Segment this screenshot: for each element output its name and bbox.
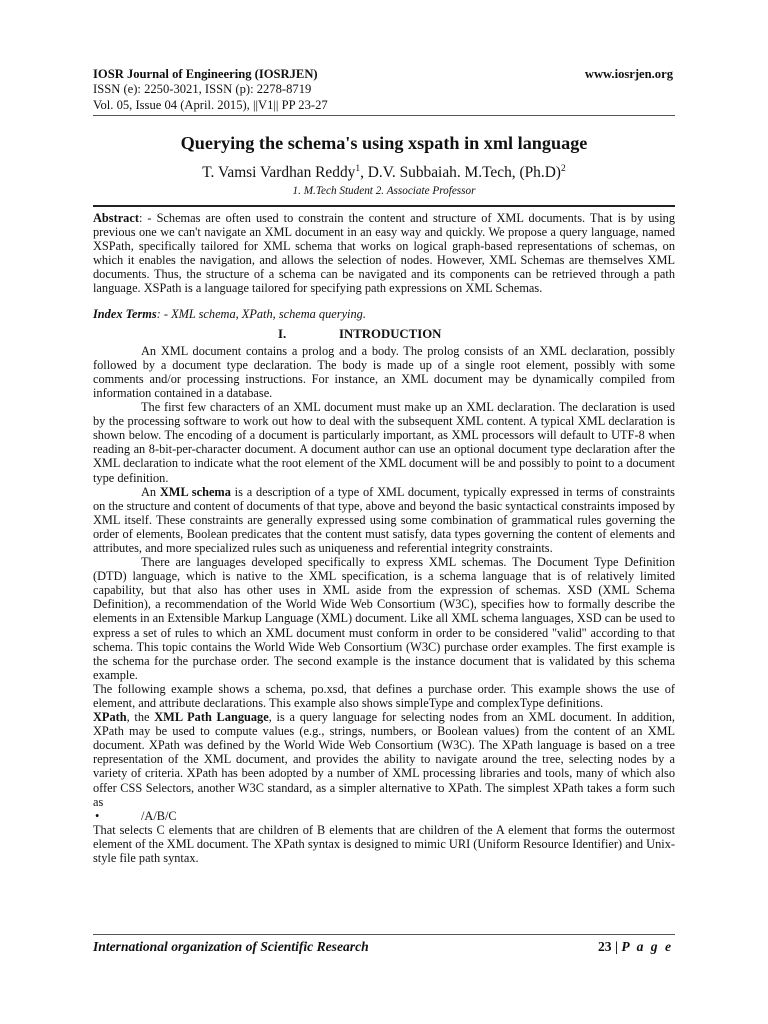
- page-word: P a g e: [621, 939, 673, 954]
- p3-pre: An: [141, 484, 160, 499]
- journal-name: IOSR Journal of Engineering (IOSRJEN): [93, 67, 318, 81]
- section-title: INTRODUCTION: [339, 326, 442, 341]
- bullet-text: /A/B/C: [141, 808, 177, 823]
- bullet-item: [93, 809, 675, 823]
- journal-volume: Vol. 05, Issue 04 (April. 2015), ||V1|| PP 23-27: [93, 97, 328, 112]
- abstract-text: : - Schemas are often used to constrain the content and structure of XML documents. That is by using previous one we can't navigate an XML document in an easy way and quickly. We propose a query language, named XSPath, specifically tailored for XML schema that works on logical graph-based representations of schemas, on which it enables the navigation, and allows the selection of nodes. However, XML Schemas are themselves XML documents. Thus, the structure of a schema can be navigated and its components can be retrieved through a path language. XSPath is a language tailored for specifying path expressions on XML Schemas.: [93, 211, 675, 296]
- paper-body: [93, 211, 675, 865]
- author-1-sup: 1: [355, 164, 361, 174]
- index-terms: [93, 307, 675, 321]
- paragraph-4: There are languages developed specifically to express XML schemas. The Document Type Definition (DTD) language, which is native to the XML specification, is a schema language that is of relatively limited capability, but that also has other uses in XML aside from the expression of schemas. XSD (XML Schema Definition), a recommendation of the World Wide Web Consortium (W3C), specifies how to formally describe the elements in an Extensible Markup Language (XML) document. Like all XML schema languages, XSD can be used to express a set of rules to which an XML document must conform in order to be considered "valid" according to that schema. This topic contains the World Wide Web Consortium (W3C) purchase order examples. The first example is the schema for the purchase order. The second example is the instance document that is validated by this schema example.: [93, 555, 675, 682]
- p3-post: is a description of a type of XML document, typically expressed in terms of constraints on the structure and content of documents of that type, above and beyond the basic syntactical constraints imposed by XML itself. These constraints are generally expressed using some combination of grammatical rules governing the order of elements, Boolean predicates that the content must satisfy, data types governing the content of elements and attributes, and more specialized rules such as uniqueness and referential integrity constraints.: [93, 484, 675, 555]
- abstract: [93, 211, 675, 296]
- section-heading: [93, 327, 675, 342]
- p6-mid: , the: [126, 710, 155, 725]
- p6-bold-xpath: XPath: [93, 710, 127, 725]
- author-affiliation: 1. M.Tech Student 2. Associate Professor: [292, 185, 476, 197]
- paper-title: Querying the schema's using xspath in xml language: [180, 133, 588, 153]
- title-divider: [93, 205, 675, 207]
- section-number: I.: [278, 326, 287, 341]
- footer-page: [598, 939, 673, 955]
- journal-issn: ISSN (e): 2250-3021, ISSN (p): 2278-8719: [93, 82, 312, 97]
- paper-authors: [93, 164, 675, 182]
- bullet-dot: •: [95, 808, 100, 823]
- paragraph-6: [93, 710, 675, 809]
- p6-post: , is a query language for selecting nodes from an XML document. In addition, XPath may be used to compute values (e.g., strings, numbers, or Boolean values) from the content of an XML document. XPath was defined by the World Wide Web Consortium (W3C). The XPath language is based on a tree representation of the XML document, and provides the ability to navigate around the tree, selecting nodes by a variety of criteria. XPath has been adopted by a number of XML processing libraries and tools, many of which also offer CSS Selectors, another W3C standard, as a simpler alternative to XPath. The simplest XPath takes a form such as: [93, 710, 676, 809]
- paragraph-7: That selects C elements that are children of B elements that are children of the A element that forms the outermost element of the XML document. The XPath syntax is designed to mimic URI (Uniform Resource Identifier) and Unix-style file path syntax.: [93, 822, 675, 865]
- paragraph-2: The first few characters of an XML document must make up an XML declaration. The declaration is used by the processing software to work out how to deal with the subsequent XML content. A typical XML declaration is shown below. The encoding of a document is particularly important, as XML processors will default to UTF-8 when reading an 8-bit-per-character document. A document author can use an optional document type declaration after the XML declaration to indicate what the root element of the XML document will be and possibly to point to a document type definition.: [93, 400, 675, 485]
- author-1: T. Vamsi Vardhan Reddy: [202, 164, 356, 182]
- p6-bold-xpl: XML Path Language: [154, 710, 269, 725]
- paragraph-1: An XML document contains a prolog and a body. The prolog consists of an XML declaration, possibly followed by a document type declaration. The body is made up of a single root element, possibly with some comments and/or processing instructions. For instance, an XML document may be dynamically compiled from information contained in a database.: [93, 343, 675, 400]
- index-terms-text: : - XML schema, XPath, schema querying.: [156, 306, 366, 321]
- paragraph-5: The following example shows a schema, po.xsd, that defines a purchase order. This example shows the use of element, and attribute declarations. This example also shows simpleType and complexType definitions.: [93, 681, 675, 710]
- journal-website: www.iosrjen.org: [584, 67, 673, 81]
- footer-divider: [93, 934, 675, 935]
- page-number: 23 |: [597, 939, 622, 954]
- paragraph-3: [93, 485, 675, 555]
- abstract-label: Abstract: [93, 211, 139, 225]
- header-divider: [93, 115, 675, 116]
- index-terms-label: Index Terms: [93, 306, 157, 321]
- author-2-sup: 2: [560, 164, 566, 174]
- author-2: , D.V. Subbaiah. M.Tech, (Ph.D): [360, 164, 561, 182]
- footer-organization: International organization of Scientific Research: [93, 939, 369, 954]
- p3-bold: XML schema: [159, 484, 231, 499]
- journal-header: [93, 67, 328, 113]
